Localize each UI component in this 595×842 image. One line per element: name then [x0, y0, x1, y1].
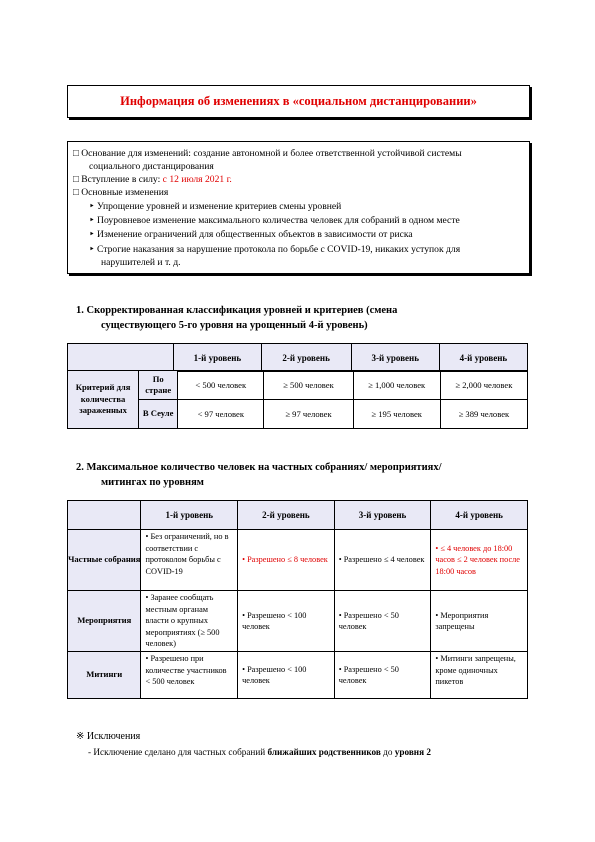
table-cell: ≥ 500 человек	[264, 371, 353, 400]
table-cell: • Заранее сообщать местным органам власти о крупных мероприятиях (≥ 500 человек)	[141, 591, 238, 652]
table-cell: • ≤ 4 человек до 18:00 часов ≤ 2 человек после 18:00 часов	[431, 530, 528, 591]
exceptions-heading: ※ Исключения	[76, 731, 141, 742]
table-cell: ≥ 1,000 человек	[353, 371, 440, 400]
table-cell: < 500 человек	[178, 371, 264, 400]
summary-box	[67, 141, 530, 274]
row-label-rallies: Митинги	[68, 652, 141, 699]
table-cell: • Разрешено при количестве участников < 500 человек	[141, 652, 238, 699]
table-cell: • Разрешено ≤ 4 человек	[334, 530, 431, 591]
change-item: ‣ Строгие наказания за нарушение протокола по борьбе с COVID-19, никаких уступок для	[89, 244, 461, 255]
level-header: 1-й уровень	[174, 344, 261, 372]
levels-criteria-table	[67, 343, 528, 372]
level-header: 3-й уровень	[351, 344, 439, 372]
levels-criteria-body	[67, 370, 528, 429]
title-box	[67, 85, 530, 118]
level-header: 1-й уровень	[141, 501, 238, 530]
table-cell: < 97 человек	[178, 400, 264, 429]
section1-title	[76, 303, 397, 333]
criteria-label: Критерий для количества зараженных	[68, 371, 139, 429]
section2-title-line1: 2. Максимальное количество человек на частных собраниях/ мероприятиях/	[76, 462, 442, 473]
table-cell: • Митинги запрещены, кроме одиночных пикетов	[431, 652, 528, 699]
table-cell: ≥ 195 человек	[353, 400, 440, 429]
table-cell: • Разрешено ≤ 8 человек	[238, 530, 335, 591]
level-header: 3-й уровень	[334, 501, 431, 530]
basis-line-continued: социального дистанцирования	[89, 161, 214, 172]
row-label-events: Мероприятия	[68, 591, 141, 652]
exceptions-text-mid: до	[380, 747, 395, 757]
row-label-seoul: В Сеуле	[139, 400, 178, 429]
exceptions-text-prefix: - Исключение сделано для частных собраний	[88, 747, 268, 757]
table-cell: • Без ограничений, но в соответствии с протоколом борьбы с COVID-19	[141, 530, 238, 591]
effective-prefix: □ Вступление в силу:	[73, 174, 163, 185]
basis-line: □ Основание для изменений: создание автономной и более ответственной устойчивой системы	[73, 148, 462, 159]
exceptions-text	[88, 747, 431, 757]
change-item: ‣ Упрощение уровней и изменение критериев смены уровней	[89, 201, 342, 212]
document-title: Информация об изменениях в «социальном дистанцировании»	[120, 94, 477, 108]
table-cell: ≥ 2,000 человек	[440, 371, 527, 400]
table-cell: ≥ 389 человек	[440, 400, 527, 429]
table-cell: ≥ 97 человек	[264, 400, 353, 429]
section1-title-line2: существующего 5-го уровня на урощенный 4-й уровень)	[101, 320, 368, 331]
effective-line	[73, 173, 232, 186]
change-item-continued: нарушителей и т. д.	[101, 257, 181, 268]
table-cell: • Разрешено < 50 человек	[334, 652, 431, 699]
corner-cell	[68, 501, 141, 530]
table-cell: • Разрешено < 100 человек	[238, 591, 335, 652]
row-label-country: По стране	[139, 371, 178, 400]
section2-title-line2: митингах по уровням	[101, 477, 204, 488]
level-header: 4-й уровень	[439, 344, 527, 372]
change-item: ‣ Изменение ограничений для общественных объектов в зависимости от риска	[89, 229, 413, 240]
level-header: 2-й уровень	[261, 344, 351, 372]
exceptions-bold-level: уровня 2	[394, 747, 431, 757]
gatherings-table	[67, 500, 528, 699]
level-header: 2-й уровень	[238, 501, 335, 530]
main-changes-heading: □ Основные изменения	[73, 187, 169, 198]
table-cell: • Разрешено < 50 человек	[334, 591, 431, 652]
section2-title	[76, 460, 441, 490]
effective-date: с 12 июля 2021 г.	[162, 174, 232, 185]
table-cell: • Разрешено < 100 человек	[238, 652, 335, 699]
corner-cell	[68, 344, 174, 372]
section1-title-line1: 1. Скорректированная классификация уровней и критериев (смена	[76, 305, 398, 316]
table-cell: • Мероприятия запрещены	[431, 591, 528, 652]
row-label-private-gatherings: Частные собрания	[68, 530, 141, 591]
change-item: ‣ Поуровневое изменение максимального количества человек для собраний в одном месте	[89, 215, 460, 226]
level-header: 4-й уровень	[431, 501, 528, 530]
exceptions-bold-relatives: ближайших родственников	[267, 747, 381, 757]
